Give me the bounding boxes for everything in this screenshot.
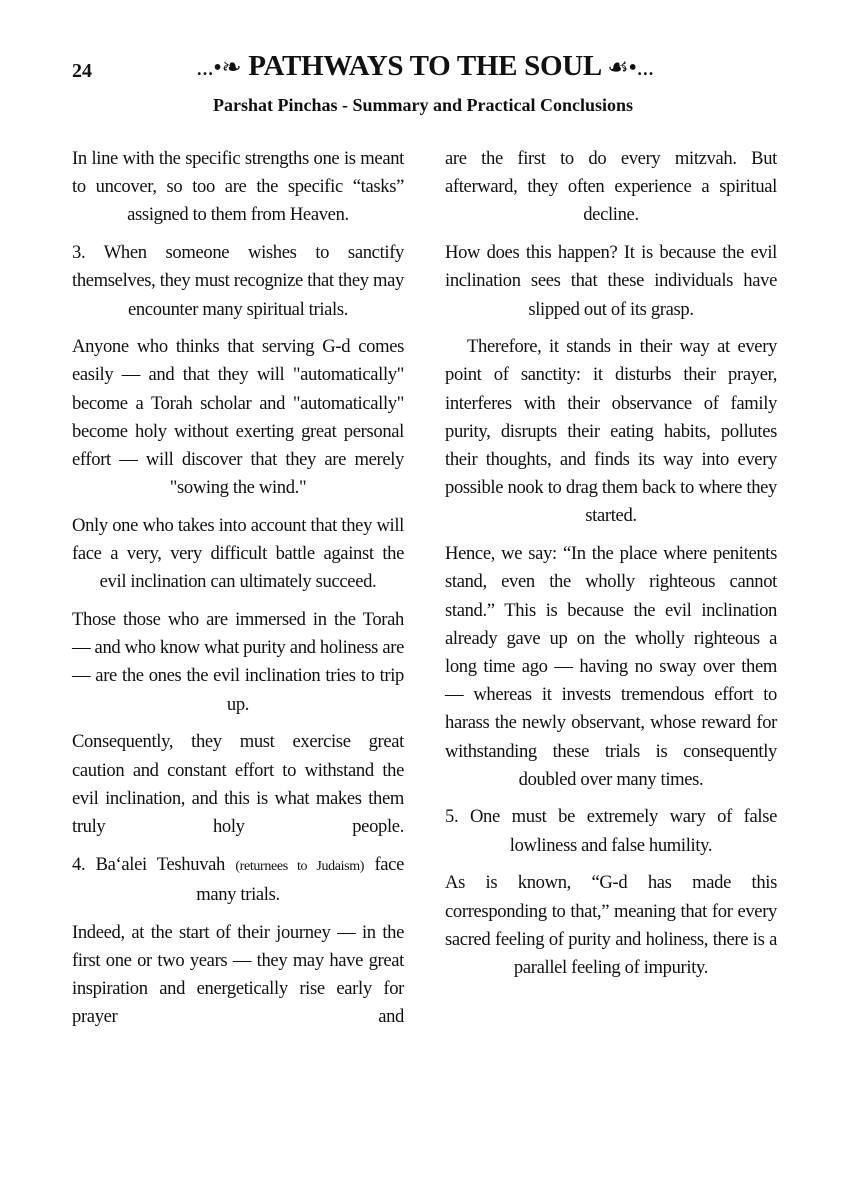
paragraph: Consequently, they must exercise great caution and constant effort to withstand the evil inclination, and this is what makes them truly holy people. bbox=[72, 731, 404, 837]
right-column bbox=[445, 145, 777, 992]
ornament-right-icon: ☙•... bbox=[607, 55, 654, 81]
paragraph: Hence, we say: “In the place where penitents stand, even the wholly righteous cannot stand.” This is because the evil inclination already gave up on the wholly righteous a long time ago — having no sway over them — whereas it invests tremendous effort to harass the newly observant, whose reward for withstanding these trials is consequently doubled over many times. bbox=[445, 543, 777, 790]
paragraph: As is known, “G-d has made this corresponding to that,” meaning that for every sacred feeling of purity and holiness, there is a parallel feeling of impurity. bbox=[445, 872, 777, 978]
point-4-heading: 4. Ba‘alei Teshuvah (returnees to Judaism) face many trials. bbox=[72, 853, 404, 905]
left-column bbox=[72, 145, 404, 1041]
paragraph: Therefore, it stands in their way at every point of sanctity: it disturbs their prayer, interferes with their observance of family purity, disrupts their eating habits, pollutes their thoughts, and finds its way into every possible nook to drag them back to where they started. bbox=[445, 336, 777, 527]
paragraph: Indeed, at the start of their journey — in the first one or two years — they may have great inspiration and energetically rise early for prayer and bbox=[72, 921, 404, 1028]
parenthetical-note: (returnees to Judaism) bbox=[235, 858, 365, 874]
paragraph: Anyone who thinks that serving G-d comes easily — and that they will "automatically" become a Torah scholar and "automatically" become holy without exerting great personal effort — will discover that they are merely "sowing the wind." bbox=[72, 336, 404, 499]
paragraph: 3. When someone wishes to sanctify themselves, they must recognize that they may encounter many spiritual trials. bbox=[72, 242, 404, 320]
page-number: 24 bbox=[72, 60, 92, 82]
ornament-left-icon: ...•❧ bbox=[196, 55, 242, 81]
paragraph: In line with the specific strengths one is meant to uncover, so too are the specific “tasks” assigned to them from Heaven. bbox=[72, 148, 404, 226]
chapter-subtitle: Parshat Pinchas - Summary and Practical Conclusions bbox=[212, 95, 633, 115]
running-header bbox=[130, 50, 720, 83]
book-title: PATHWAYS TO THE SOUL bbox=[248, 50, 601, 82]
paragraph: Only one who takes into account that they will face a very, very difficult battle against the evil inclination can ultimately succeed. bbox=[72, 514, 404, 593]
paragraph: are the first to do every mitzvah. But afterward, they often experience a spiritual decline. bbox=[445, 148, 777, 226]
point-5-heading: 5. One must be extremely wary of false lowliness and false humility. bbox=[445, 806, 777, 856]
paragraph: Those those who are immersed in the Torah — and who know what purity and holiness are — are the ones the evil inclination tries to trip up. bbox=[72, 609, 404, 715]
paragraph: How does this happen? It is because the evil inclination sees that these individuals have slipped out of its grasp. bbox=[445, 242, 777, 320]
